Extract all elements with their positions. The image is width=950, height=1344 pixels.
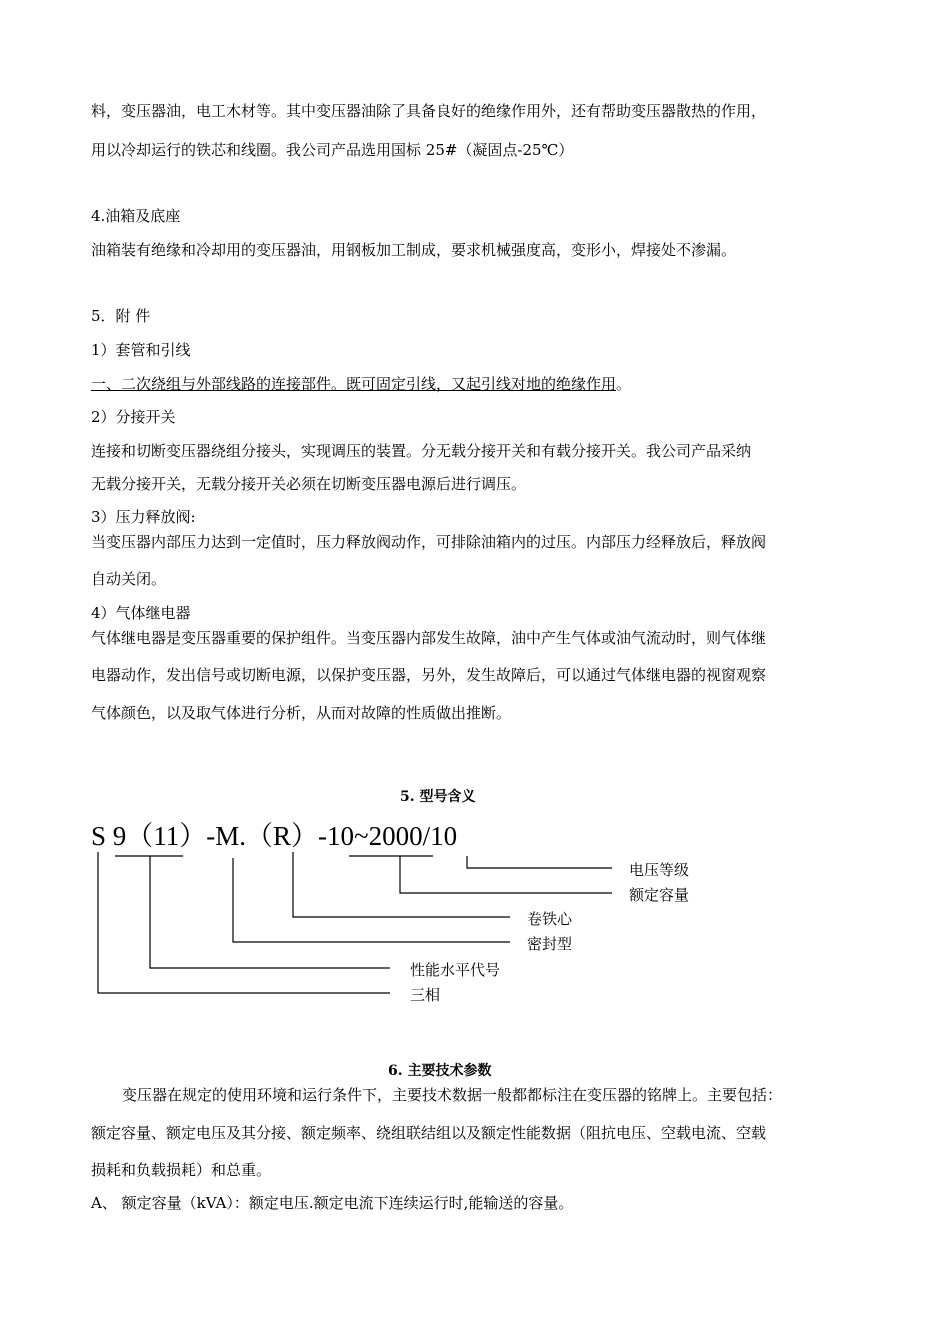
item-title: 2）分接开关 — [91, 408, 176, 426]
paragraph-line: 无载分接开关，无载分接开关必须在切断变压器电源后进行调压。 — [91, 475, 527, 493]
label-sealed: 密封型 — [527, 935, 573, 953]
paragraph-line: 用以冷却运行的铁芯和线圈。我公司产品选用国标 25#（凝固点-25℃） — [91, 141, 574, 159]
paragraph-line: A、 额定容量（kVA）：额定电压.额定电流下连续运行时,能输送的容量。 — [91, 1194, 574, 1212]
section-title: 4.油箱及底座 — [91, 207, 181, 225]
paragraph-line — [91, 374, 631, 394]
paragraph-line: 电器动作，发出信号或切断电源，以保护变压器，另外，发生故障后，可以通过气体继电器的视窗观察 — [91, 666, 767, 684]
model-code: S 9（11）-M.（R）-10~2000/10 — [91, 821, 458, 851]
label-performance: 性能水平代号 — [410, 961, 501, 979]
period: 。 — [616, 375, 632, 393]
paragraph-line: 料，变压器油，电工木材等。其中变压器油除了具备良好的绝缘作用外，还有帮助变压器散热的作用， — [91, 102, 767, 120]
paragraph-line: 油箱装有绝缘和冷却用的变压器油，用钢板加工制成，要求机械强度高，变形小，焊接处不渗漏。 — [91, 241, 737, 259]
paragraph-line: 连接和切断变压器绕组分接头，实现调压的装置。分无载分接开关和有载分接开关。我公司产品采纳 — [91, 442, 752, 460]
model-section-title: 5. 型号含义 — [400, 789, 476, 805]
item-title: 1）套管和引线 — [91, 341, 191, 359]
item-title: 3）压力释放阀: — [91, 508, 196, 526]
item-title: 4）气体继电器 — [91, 604, 191, 622]
underlined-text: 一、二次绕组与外部线路的连接部件。既可固定引线，又起引线对地的绝缘作用 — [91, 375, 617, 393]
paragraph-line: 额定容量、额定电压及其分接、额定频率、绕组联结组以及额定性能数据（阻抗电压、空载电流、空载 — [91, 1124, 767, 1142]
paragraph-line: 变压器在规定的使用环境和运行条件下，主要技术数据一般都都标注在变压器的铭牌上。主要包括： — [122, 1086, 783, 1104]
section-title: 6. 主要技术参数 — [388, 1063, 492, 1079]
label-voltage: 电压等级 — [629, 861, 690, 879]
label-wound-core: 卷铁心 — [527, 910, 573, 928]
paragraph-line: 气体颜色，以及取气体进行分析，从而对故障的性质做出推断。 — [91, 704, 512, 722]
label-three-phase: 三相 — [410, 986, 441, 1004]
paragraph-line: 损耗和负载损耗）和总重。 — [91, 1161, 272, 1179]
paragraph-line: 当变压器内部压力达到一定值时，压力释放阀动作，可排除油箱内的过压。内部压力经释放后，释放阀 — [91, 533, 767, 551]
label-capacity: 额定容量 — [629, 886, 690, 904]
section-title: 5．附 件 — [91, 307, 151, 325]
paragraph-line: 自动关闭。 — [91, 570, 167, 588]
paragraph-line: 气体继电器是变压器重要的保护组件。当变压器内部发生故障，油中产生气体或油气流动时，则气体继 — [91, 629, 767, 647]
